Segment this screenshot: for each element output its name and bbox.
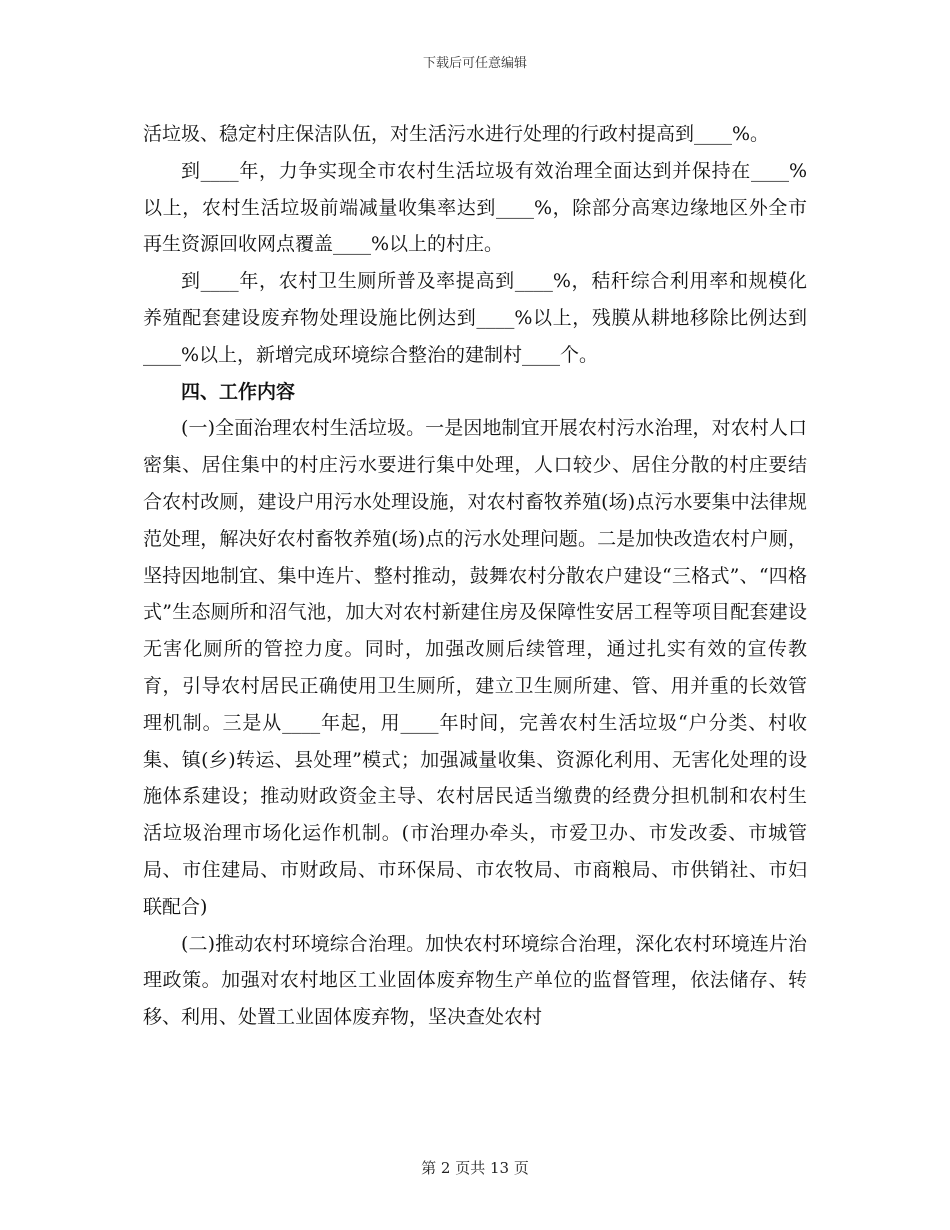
- paragraph-continuation: 活垃圾、稳定村庄保洁队伍，对生活污水进行处理的行政村提高到____%。: [143, 123, 770, 145]
- paragraph-item-1: (一)全面治理农村生活垃圾。一是因地制宜开展农村污水治理，对农村人口密集、居住集中的村庄污水要进行集中处理，人口较少、居住分散的村庄要结合农村改厕，建设户用污水处理设施，对农村畜牧养殖(场)点污水要集中法律规范处理，解决好农村畜牧养殖(场)点的污水处理问题。二是加快改造农村户厕，坚持因地制宜、集中连片、整村推动，鼓舞农村分散农户建设“三格式”、“四格式”生态厕所和沼气池，加大对农村新建住房及保障性安居工程等项目配套建设无害化厕所的管控力度。同时，加强改厕后续管理，通过扎实有效的宣传教育，引导农村居民正确使用卫生厕所，建立卫生厕所建、管、用并重的长效管理机制。三是从____年起，用____年时间，完善农村生活垃圾“户分类、村收集、镇(乡)转运、县处理”模式；加强减量收集、资源化利用、无害化处理的设施体系建设；推动财政资金主导、农村居民适当缴费的经费分担机制和农村生活垃圾治理市场化运作机制。(市治理办牵头，市爱卫办、市发改委、市城管局、市住建局、市财政局、市环保局、市农牧局、市商粮局、市供销社、市妇联配合): [143, 417, 807, 918]
- paragraph-targets-toilet: 到____年，农村卫生厕所普及率提高到____%，秸秆综合利用率和规模化养殖配套建设废弃物处理设施比例达到____%以上，残膜从耕地移除比例达到____%以上，新增完成环境综合整治的建制村____个。: [143, 270, 807, 366]
- page-footer: 第 2 页共 13 页: [421, 1159, 529, 1177]
- document-body: [143, 116, 807, 1036]
- page-header: 下载后可任意编辑: [422, 56, 527, 71]
- paragraph-targets-garbage: 到____年，力争实现全市农村生活垃圾有效治理全面达到并保持在____%以上，农村生活垃圾前端减量收集率达到____%，除部分高寒边缘地区外全市再生资源回收网点覆盖____%以上的村庄。: [143, 159, 807, 256]
- paragraph-item-2: (二)推动农村环境综合治理。加快农村环境综合治理，深化农村环境连片治理政策。加强对农村地区工业固体废弃物生产单位的监督管理，依法储存、转移、利用、处置工业固体废弃物，坚决查处农村: [143, 932, 807, 1029]
- section-heading: 四、工作内容: [181, 380, 296, 403]
